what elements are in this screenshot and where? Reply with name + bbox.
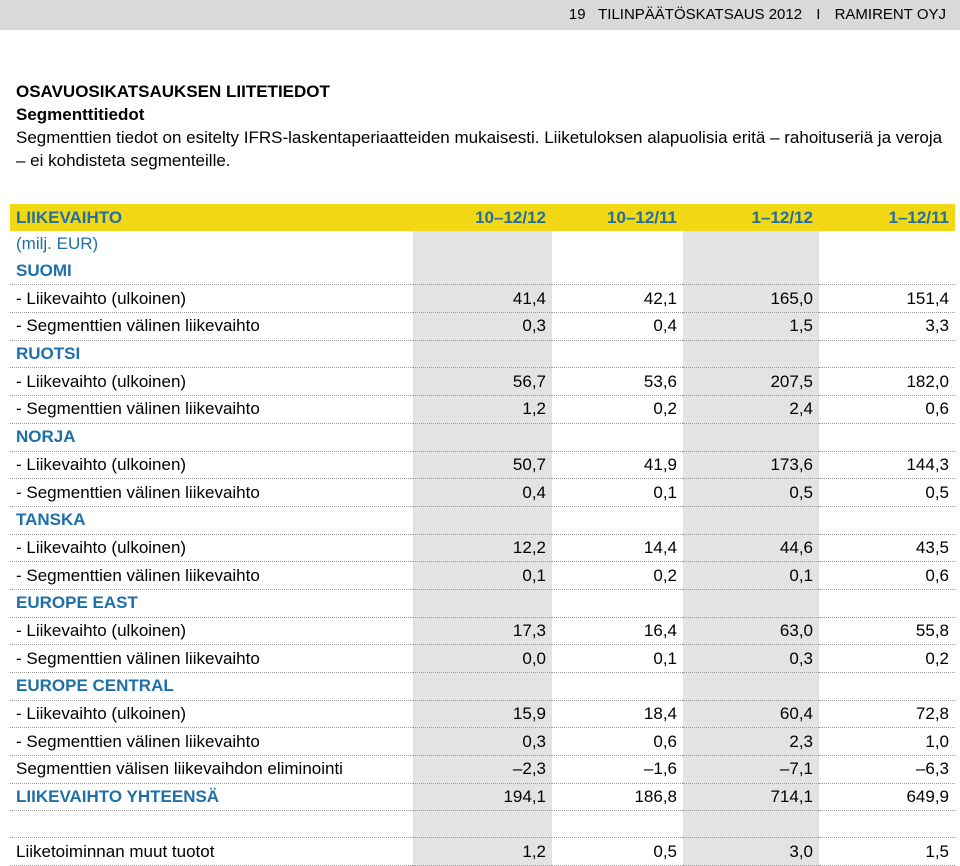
row-label: LIIKEVAIHTO YHTEENSÄ <box>10 783 413 811</box>
value-cell: 1,0 <box>819 728 955 756</box>
table-row <box>10 700 955 728</box>
row-label: - Segmenttien välinen liikevaihto <box>10 313 413 341</box>
value-cell: 60,4 <box>683 700 819 728</box>
value-cell: –1,6 <box>552 756 683 784</box>
page-number: 19 <box>568 6 586 23</box>
value-cell: –2,3 <box>413 756 552 784</box>
value-cell: 14,4 <box>552 534 683 562</box>
value-cell <box>552 506 683 534</box>
value-cell: 0,5 <box>552 838 683 866</box>
table-row <box>10 451 955 479</box>
row-label: - Liikevaihto (ulkoinen) <box>10 534 413 562</box>
table-cell <box>683 231 819 258</box>
value-cell: 1,2 <box>413 838 552 866</box>
value-cell: 42,1 <box>552 285 683 313</box>
value-cell: 0,1 <box>683 562 819 590</box>
row-label: - Segmenttien välinen liikevaihto <box>10 562 413 590</box>
value-cell: –7,1 <box>683 756 819 784</box>
table-row <box>10 562 955 590</box>
section-row <box>10 589 955 617</box>
row-label: NORJA <box>10 423 413 451</box>
value-cell: 43,5 <box>819 534 955 562</box>
value-cell <box>413 258 552 285</box>
value-cell: 0,2 <box>819 645 955 673</box>
company-name: RAMIRENT OYJ <box>834 6 946 23</box>
value-cell <box>819 258 955 285</box>
row-label <box>10 811 413 838</box>
value-cell: 0,2 <box>552 562 683 590</box>
value-cell: 15,9 <box>413 700 552 728</box>
value-cell <box>413 340 552 368</box>
row-label: SUOMI <box>10 258 413 285</box>
value-cell <box>413 589 552 617</box>
unit-label: (milj. EUR) <box>16 234 99 254</box>
value-cell: 3,0 <box>683 838 819 866</box>
value-cell: 3,3 <box>819 313 955 341</box>
value-cell: 194,1 <box>413 783 552 811</box>
row-label: - Liikevaihto (ulkoinen) <box>10 451 413 479</box>
value-cell: 0,1 <box>552 479 683 507</box>
table-cell <box>552 231 683 258</box>
header-text <box>569 0 946 30</box>
value-cell: 1,5 <box>819 838 955 866</box>
table-row <box>10 617 955 645</box>
table-row <box>10 756 955 784</box>
table-row <box>10 285 955 313</box>
table-cell <box>413 231 552 258</box>
row-label: Segmenttien välisen liikevaihdon eliminointi <box>10 756 413 784</box>
column-header: 1–12/12 <box>683 204 819 231</box>
table-row <box>10 728 955 756</box>
value-cell <box>819 423 955 451</box>
row-label: - Liikevaihto (ulkoinen) <box>10 700 413 728</box>
intro-text: Segmenttien tiedot on esitelty IFRS-laskentaperiaatteiden mukaisesti. Liiketuloksen alapuolisia eritä – rahoituseriä ja veroja – ei kohdisteta segmenteille. <box>16 128 943 170</box>
value-cell: 144,3 <box>819 451 955 479</box>
value-cell: 0,0 <box>413 645 552 673</box>
section-row <box>10 506 955 534</box>
value-cell: 0,4 <box>552 313 683 341</box>
value-cell <box>683 340 819 368</box>
row-label: - Liikevaihto (ulkoinen) <box>10 617 413 645</box>
section-row <box>10 258 955 285</box>
value-cell: 2,4 <box>683 396 819 424</box>
value-cell: 41,4 <box>413 285 552 313</box>
value-cell <box>552 589 683 617</box>
value-cell: 165,0 <box>683 285 819 313</box>
table-header-row <box>10 204 955 231</box>
value-cell <box>552 340 683 368</box>
value-cell: 50,7 <box>413 451 552 479</box>
value-cell <box>819 811 955 838</box>
spacer-row <box>10 811 955 838</box>
value-cell <box>552 811 683 838</box>
row-label: TANSKA <box>10 506 413 534</box>
value-cell <box>819 340 955 368</box>
table-title: LIIKEVAIHTO <box>10 204 413 231</box>
value-cell: 2,3 <box>683 728 819 756</box>
value-cell: 173,6 <box>683 451 819 479</box>
column-header: 10–12/12 <box>413 204 552 231</box>
table-row <box>10 396 955 424</box>
value-cell: 0,1 <box>413 562 552 590</box>
value-cell: 1,5 <box>683 313 819 341</box>
header-separator: I <box>816 6 821 23</box>
report-title: TILINPÄÄTÖSKATSAUS 2012 <box>598 6 803 23</box>
value-cell: 182,0 <box>819 368 955 396</box>
value-cell <box>819 589 955 617</box>
value-cell <box>819 673 955 701</box>
value-cell <box>413 673 552 701</box>
section-title: OSAVUOSIKATSAUKSEN LIITETIEDOT <box>16 82 330 101</box>
row-label: - Liikevaihto (ulkoinen) <box>10 368 413 396</box>
section-row <box>10 340 955 368</box>
segment-revenue-table <box>10 204 955 866</box>
value-cell: 55,8 <box>819 617 955 645</box>
value-cell: 72,8 <box>819 700 955 728</box>
value-cell <box>683 673 819 701</box>
value-cell: 714,1 <box>683 783 819 811</box>
value-cell: 0,3 <box>413 728 552 756</box>
value-cell: –6,3 <box>819 756 955 784</box>
column-header: 10–12/11 <box>552 204 683 231</box>
value-cell: 1,2 <box>413 396 552 424</box>
value-cell <box>683 423 819 451</box>
value-cell <box>552 423 683 451</box>
value-cell: 0,6 <box>819 396 955 424</box>
row-label: Liiketoiminnan muut tuotot <box>10 838 413 866</box>
column-header: 1–12/11 <box>819 204 955 231</box>
table-row <box>10 313 955 341</box>
page-header <box>0 0 960 30</box>
value-cell: 17,3 <box>413 617 552 645</box>
value-cell: 186,8 <box>552 783 683 811</box>
table-row <box>10 368 955 396</box>
row-label: EUROPE CENTRAL <box>10 673 413 701</box>
value-cell: 56,7 <box>413 368 552 396</box>
value-cell: 0,1 <box>552 645 683 673</box>
value-cell: 207,5 <box>683 368 819 396</box>
table-row <box>10 479 955 507</box>
value-cell: 41,9 <box>552 451 683 479</box>
row-label: EUROPE EAST <box>10 589 413 617</box>
section-row <box>10 423 955 451</box>
value-cell: 0,5 <box>819 479 955 507</box>
value-cell: 649,9 <box>819 783 955 811</box>
unit-row <box>10 231 955 258</box>
value-cell <box>552 258 683 285</box>
value-cell: 63,0 <box>683 617 819 645</box>
section-subtitle: Segmenttitiedot <box>16 105 145 124</box>
row-label: - Segmenttien välinen liikevaihto <box>10 479 413 507</box>
value-cell: 18,4 <box>552 700 683 728</box>
intro-section <box>16 80 946 172</box>
row-label: - Segmenttien välinen liikevaihto <box>10 645 413 673</box>
value-cell: 0,2 <box>552 396 683 424</box>
value-cell <box>683 258 819 285</box>
row-label: - Segmenttien välinen liikevaihto <box>10 396 413 424</box>
value-cell: 12,2 <box>413 534 552 562</box>
table-row <box>10 645 955 673</box>
value-cell <box>683 811 819 838</box>
value-cell: 0,6 <box>819 562 955 590</box>
value-cell: 0,4 <box>413 479 552 507</box>
value-cell: 151,4 <box>819 285 955 313</box>
value-cell <box>552 673 683 701</box>
value-cell <box>683 506 819 534</box>
value-cell: 44,6 <box>683 534 819 562</box>
total-row <box>10 783 955 811</box>
table-row <box>10 838 955 866</box>
value-cell <box>413 811 552 838</box>
section-row <box>10 673 955 701</box>
value-cell: 0,3 <box>413 313 552 341</box>
value-cell: 16,4 <box>552 617 683 645</box>
value-cell <box>683 589 819 617</box>
value-cell <box>819 506 955 534</box>
value-cell: 0,5 <box>683 479 819 507</box>
value-cell <box>413 506 552 534</box>
value-cell <box>413 423 552 451</box>
value-cell: 0,3 <box>683 645 819 673</box>
table-row <box>10 534 955 562</box>
value-cell: 53,6 <box>552 368 683 396</box>
table-cell <box>819 231 955 258</box>
row-label: RUOTSI <box>10 340 413 368</box>
row-label: - Segmenttien välinen liikevaihto <box>10 728 413 756</box>
row-label: - Liikevaihto (ulkoinen) <box>10 285 413 313</box>
value-cell: 0,6 <box>552 728 683 756</box>
